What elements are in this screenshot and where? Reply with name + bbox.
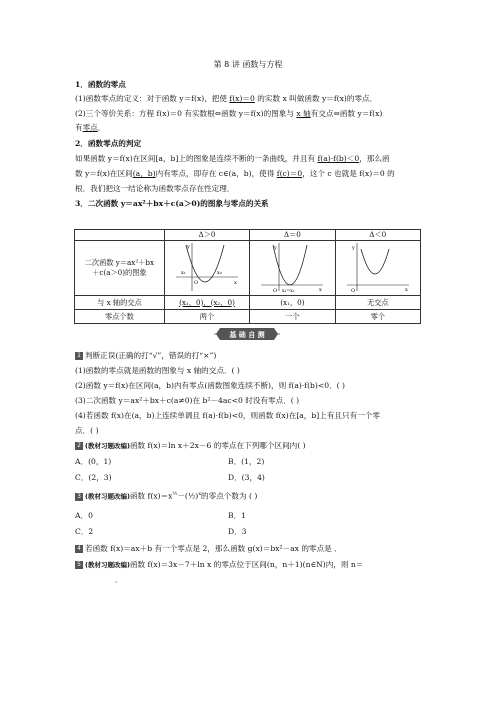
table-cell: 一个: [250, 310, 335, 324]
question-1-item-2: (2)函数 y＝f(x)在区间(a，b)内有零点(函数图象连续不断)，则 f(a)·f(b)<0．( ): [75, 381, 345, 390]
section-3-heading: 3．二次函数 y＝ax²＋bx＋c(a＞0)的图象与零点的关系: [75, 199, 269, 208]
question-1-item-3: (3)二次函数 y＝ax²＋bx＋c(a≠0)在 b²－4ac<0 时没有零点．( ): [75, 396, 300, 405]
page-title: 第 8 讲 函数与方程: [213, 60, 283, 69]
origin-label: O: [193, 280, 199, 286]
axis-label: y: [351, 245, 355, 251]
source-tag: (教材习题改编): [85, 492, 130, 501]
root-label: x₁: [180, 270, 186, 276]
question-number: 3: [75, 493, 83, 501]
exponent: x: [198, 491, 202, 497]
text: ，那么函: [359, 154, 390, 163]
source-tag: (教材习题改编): [85, 561, 130, 569]
question-3-stem: [75, 489, 257, 503]
question-1-item-4: (4)若函数 f(x)在(a，b)上连续单调且 f(a)·f(b)<0，则函数 f(x)在[a，b]上有且只有一个零: [75, 411, 380, 420]
section-2-heading: 2．函数零点的判定: [75, 139, 142, 148]
question-number: 4: [75, 545, 83, 553]
option-c: C．2: [75, 527, 94, 536]
graph-cell: [164, 241, 249, 296]
row-label: [75, 241, 165, 296]
text: 的零点个数为 ( ): [201, 491, 258, 501]
axis-label: x: [319, 287, 323, 293]
question-4: [75, 543, 342, 554]
option-c: C．(2，3): [75, 473, 112, 482]
graph-cell: [250, 241, 335, 296]
source-tag: (教材习题改编): [85, 442, 130, 450]
option-a: A．0: [75, 511, 93, 520]
origin-label: O: [273, 288, 278, 293]
row-label-line: 二次函数 y＝ax²＋bx: [84, 258, 155, 267]
question-number: 1: [75, 352, 83, 360]
table-cell: 无交点: [335, 296, 420, 310]
option-b: B．(1，2): [228, 457, 265, 466]
underlined-answer: 零点: [82, 123, 98, 132]
text: 内有零点，即存在 c∈(a，b)，使得: [155, 169, 277, 178]
table-row-intersection: [75, 296, 421, 310]
text: ，这个 c 也就是 f(x)＝0 的: [302, 169, 395, 178]
question-2-stem: [75, 440, 306, 452]
underlined-answer: f(c)＝0: [276, 169, 303, 178]
question-1-item-1: (1)函数的零点就是函数的图象与 x 轴的交点．( ): [75, 366, 240, 375]
text: 判断正误(正确的打“√”，错误的打“×”): [85, 351, 217, 360]
table-cell: (x₁，0): [250, 296, 335, 310]
text: 函数 f(x)＝ln x＋2x－6 的零点在下列哪个区间内( ): [129, 441, 306, 450]
criterion-line-1: [75, 153, 390, 164]
table-header: Δ＜0: [335, 230, 420, 241]
underlined-answer: (x₁，0)，(x₂，0): [179, 297, 235, 307]
text: －(½): [177, 491, 199, 501]
criterion-line-3: 根．我们把这一结论称为函数零点存在性定理．: [75, 184, 235, 193]
equivalence-line-1: [75, 108, 382, 119]
question-1-item-4-cont: 点．( ): [75, 426, 99, 435]
underlined-answer: f(x)＝0: [229, 94, 255, 103]
text: 如果函数 y＝f(x)在区间[a，b]上的图象是连续不断的一条曲线，并且有: [75, 154, 318, 163]
option-b: B．1: [228, 511, 247, 520]
row-label: 零点个数: [75, 310, 165, 324]
table-cell: [164, 296, 249, 310]
question-5: [75, 559, 363, 571]
row-label-line: ＋c(a＞0)的图象: [92, 268, 147, 277]
text: 若函数 f(x)＝ax＋b 有一个零点是 2，那么函数 g(x)＝bx²－ax 的零点是 ．: [85, 544, 342, 553]
table-cell: 两个: [164, 310, 249, 324]
underlined-answer: (a，b): [132, 169, 156, 178]
question-1-stem: [75, 350, 216, 361]
table-corner: [75, 230, 165, 241]
text: 有: [75, 123, 83, 132]
equivalence-line-2: [75, 122, 105, 133]
basic-self-test-badge: [214, 327, 280, 341]
root-label: x₁=x₂: [282, 289, 295, 293]
text: ．: [97, 123, 106, 132]
table-cell: 零个: [335, 310, 420, 324]
option-d: D．3: [228, 527, 247, 536]
axis-label: x: [404, 287, 408, 293]
underlined-answer: f(a)·f(b)＜0: [317, 154, 360, 163]
exponent: ½: [172, 491, 178, 497]
option-d: D．(3，4): [228, 473, 265, 482]
row-label: 与 x 轴的交点: [75, 296, 165, 310]
text: 有交点⇔函数 y＝f(x): [310, 109, 383, 118]
origin-label: O: [350, 288, 355, 293]
section-1-heading: 1．函数的零点: [75, 80, 126, 89]
axis-label: x: [233, 280, 237, 286]
criterion-line-2: [75, 168, 395, 179]
text: 函数 f(x)＝3x－7＋ln x 的零点位于区间(n，n＋1)(n∈N)内，则 n＝: [129, 560, 364, 569]
question-5-tail: ．: [115, 575, 123, 584]
table-header: Δ＝0: [250, 230, 335, 241]
graph-cell: [335, 241, 420, 296]
parabola-two-roots-graph: [172, 241, 242, 293]
root-label: x₂: [216, 270, 222, 276]
table-row-graph: [75, 241, 421, 296]
question-number: 2: [75, 442, 83, 450]
parabola-no-root-graph: [343, 241, 413, 293]
text: (2)三个等价关系：方程 f(x)＝0 有实数根⇔函数 y＝f(x)的图象与: [75, 109, 297, 118]
table-header-row: [75, 230, 421, 241]
text: 的实数 x 叫做函数 y＝f(x)的零点．: [254, 94, 378, 103]
parabola-one-root-graph: [257, 241, 327, 293]
axis-label: y: [186, 244, 190, 250]
text: 数 y＝f(x)在区间: [75, 169, 133, 178]
text: (1)函数零点的定义：对于函数 y＝f(x)，把使: [75, 94, 230, 103]
quadratic-zero-table: [74, 229, 421, 324]
underlined-answer: x 轴: [296, 109, 311, 118]
badge-text: 基 础 自 测: [229, 331, 265, 339]
option-a: A．(0，1): [75, 457, 112, 466]
question-number: 5: [75, 561, 83, 569]
table-header: Δ＞0: [164, 230, 249, 241]
text: 函数 f(x)＝x: [129, 491, 173, 501]
zero-definition: [75, 93, 377, 104]
table-row-zero-count: [75, 310, 421, 324]
axis-label: y: [274, 245, 278, 251]
